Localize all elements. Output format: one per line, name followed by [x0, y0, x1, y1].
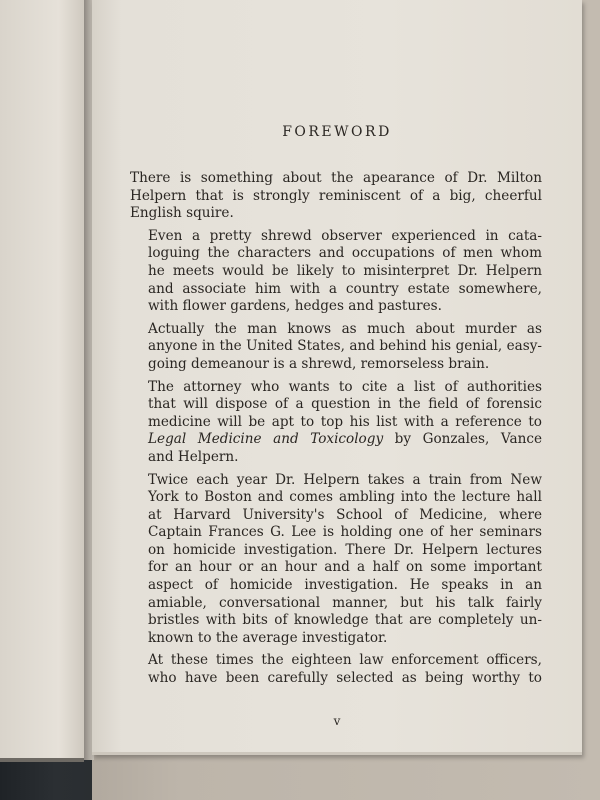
text-line: that will dispose of a question in the field of forensic	[148, 396, 542, 413]
text-line: Helpern that is strongly reminiscent of a big, cheerful	[130, 187, 542, 204]
text-line: on homicide investigation. There Dr. Helpern lectures	[148, 541, 542, 558]
left-page-edge	[0, 0, 84, 762]
text-line: he meets would be likely to misinterpret Dr. Helpern	[148, 262, 542, 279]
text-line: The attorney who wants to cite a list of authorities	[148, 378, 542, 395]
text-line: going demeanour is a shrewd, remorseless brain.	[148, 355, 490, 372]
text-line: and Helpern.	[148, 448, 239, 465]
text-line: York to Boston and comes ambling into the lecture hall	[148, 489, 542, 506]
page-body	[130, 170, 542, 693]
text-line: amiable, conversational manner, but his talk fairly	[148, 594, 542, 611]
text-line-with-title	[130, 431, 542, 449]
title-continuation: by Gonzales, Vance	[383, 431, 542, 448]
text-line: anyone in the United States, and behind his genial, easy-	[148, 338, 542, 355]
text-line: bristles with bits of knowledge that are completely un-	[148, 612, 542, 629]
text-line: with flower gardens, hedges and pastures.	[148, 298, 442, 315]
paragraph-1	[130, 170, 542, 223]
book-page	[92, 0, 582, 755]
text-line: known to the average investigator.	[148, 629, 388, 646]
text-line: Even a pretty shrewd observer experienced in cata-	[148, 227, 542, 244]
text-line: at Harvard University's School of Medicine, where	[148, 506, 542, 523]
text-line: loguing the characters and occupations of men whom	[148, 245, 542, 262]
paragraph-6	[130, 652, 542, 687]
page-heading: FOREWORD	[282, 124, 392, 140]
paragraph-2	[130, 228, 542, 316]
text-line: English squire.	[130, 205, 234, 222]
text-line: and associate him with a country estate somewhere,	[148, 280, 542, 297]
page-number: v	[333, 714, 341, 728]
text-line: medicine will be apt to top his list with a reference to	[148, 413, 542, 430]
text-line: Twice each year Dr. Helpern takes a train from New	[148, 471, 542, 488]
text-line: aspect of homicide investigation. He speaks in an	[148, 577, 542, 594]
text-line: At these times the eighteen law enforcement officers,	[148, 652, 542, 669]
text-line: Actually the man knows as much about murder as	[148, 320, 542, 337]
paragraph-3	[130, 321, 542, 374]
text-line: for an hour or an hour and a half on some important	[148, 559, 542, 576]
text-line: who have been carefully selected as being worthy to	[148, 670, 542, 687]
paragraph-4	[130, 379, 542, 467]
book-title: Legal Medicine and Toxicology	[148, 431, 384, 448]
text-line: There is something about the apearance of Dr. Milton	[130, 170, 542, 186]
text-line: Captain Frances G. Lee is holding one of her seminars	[148, 524, 542, 541]
paragraph-5	[130, 472, 542, 648]
